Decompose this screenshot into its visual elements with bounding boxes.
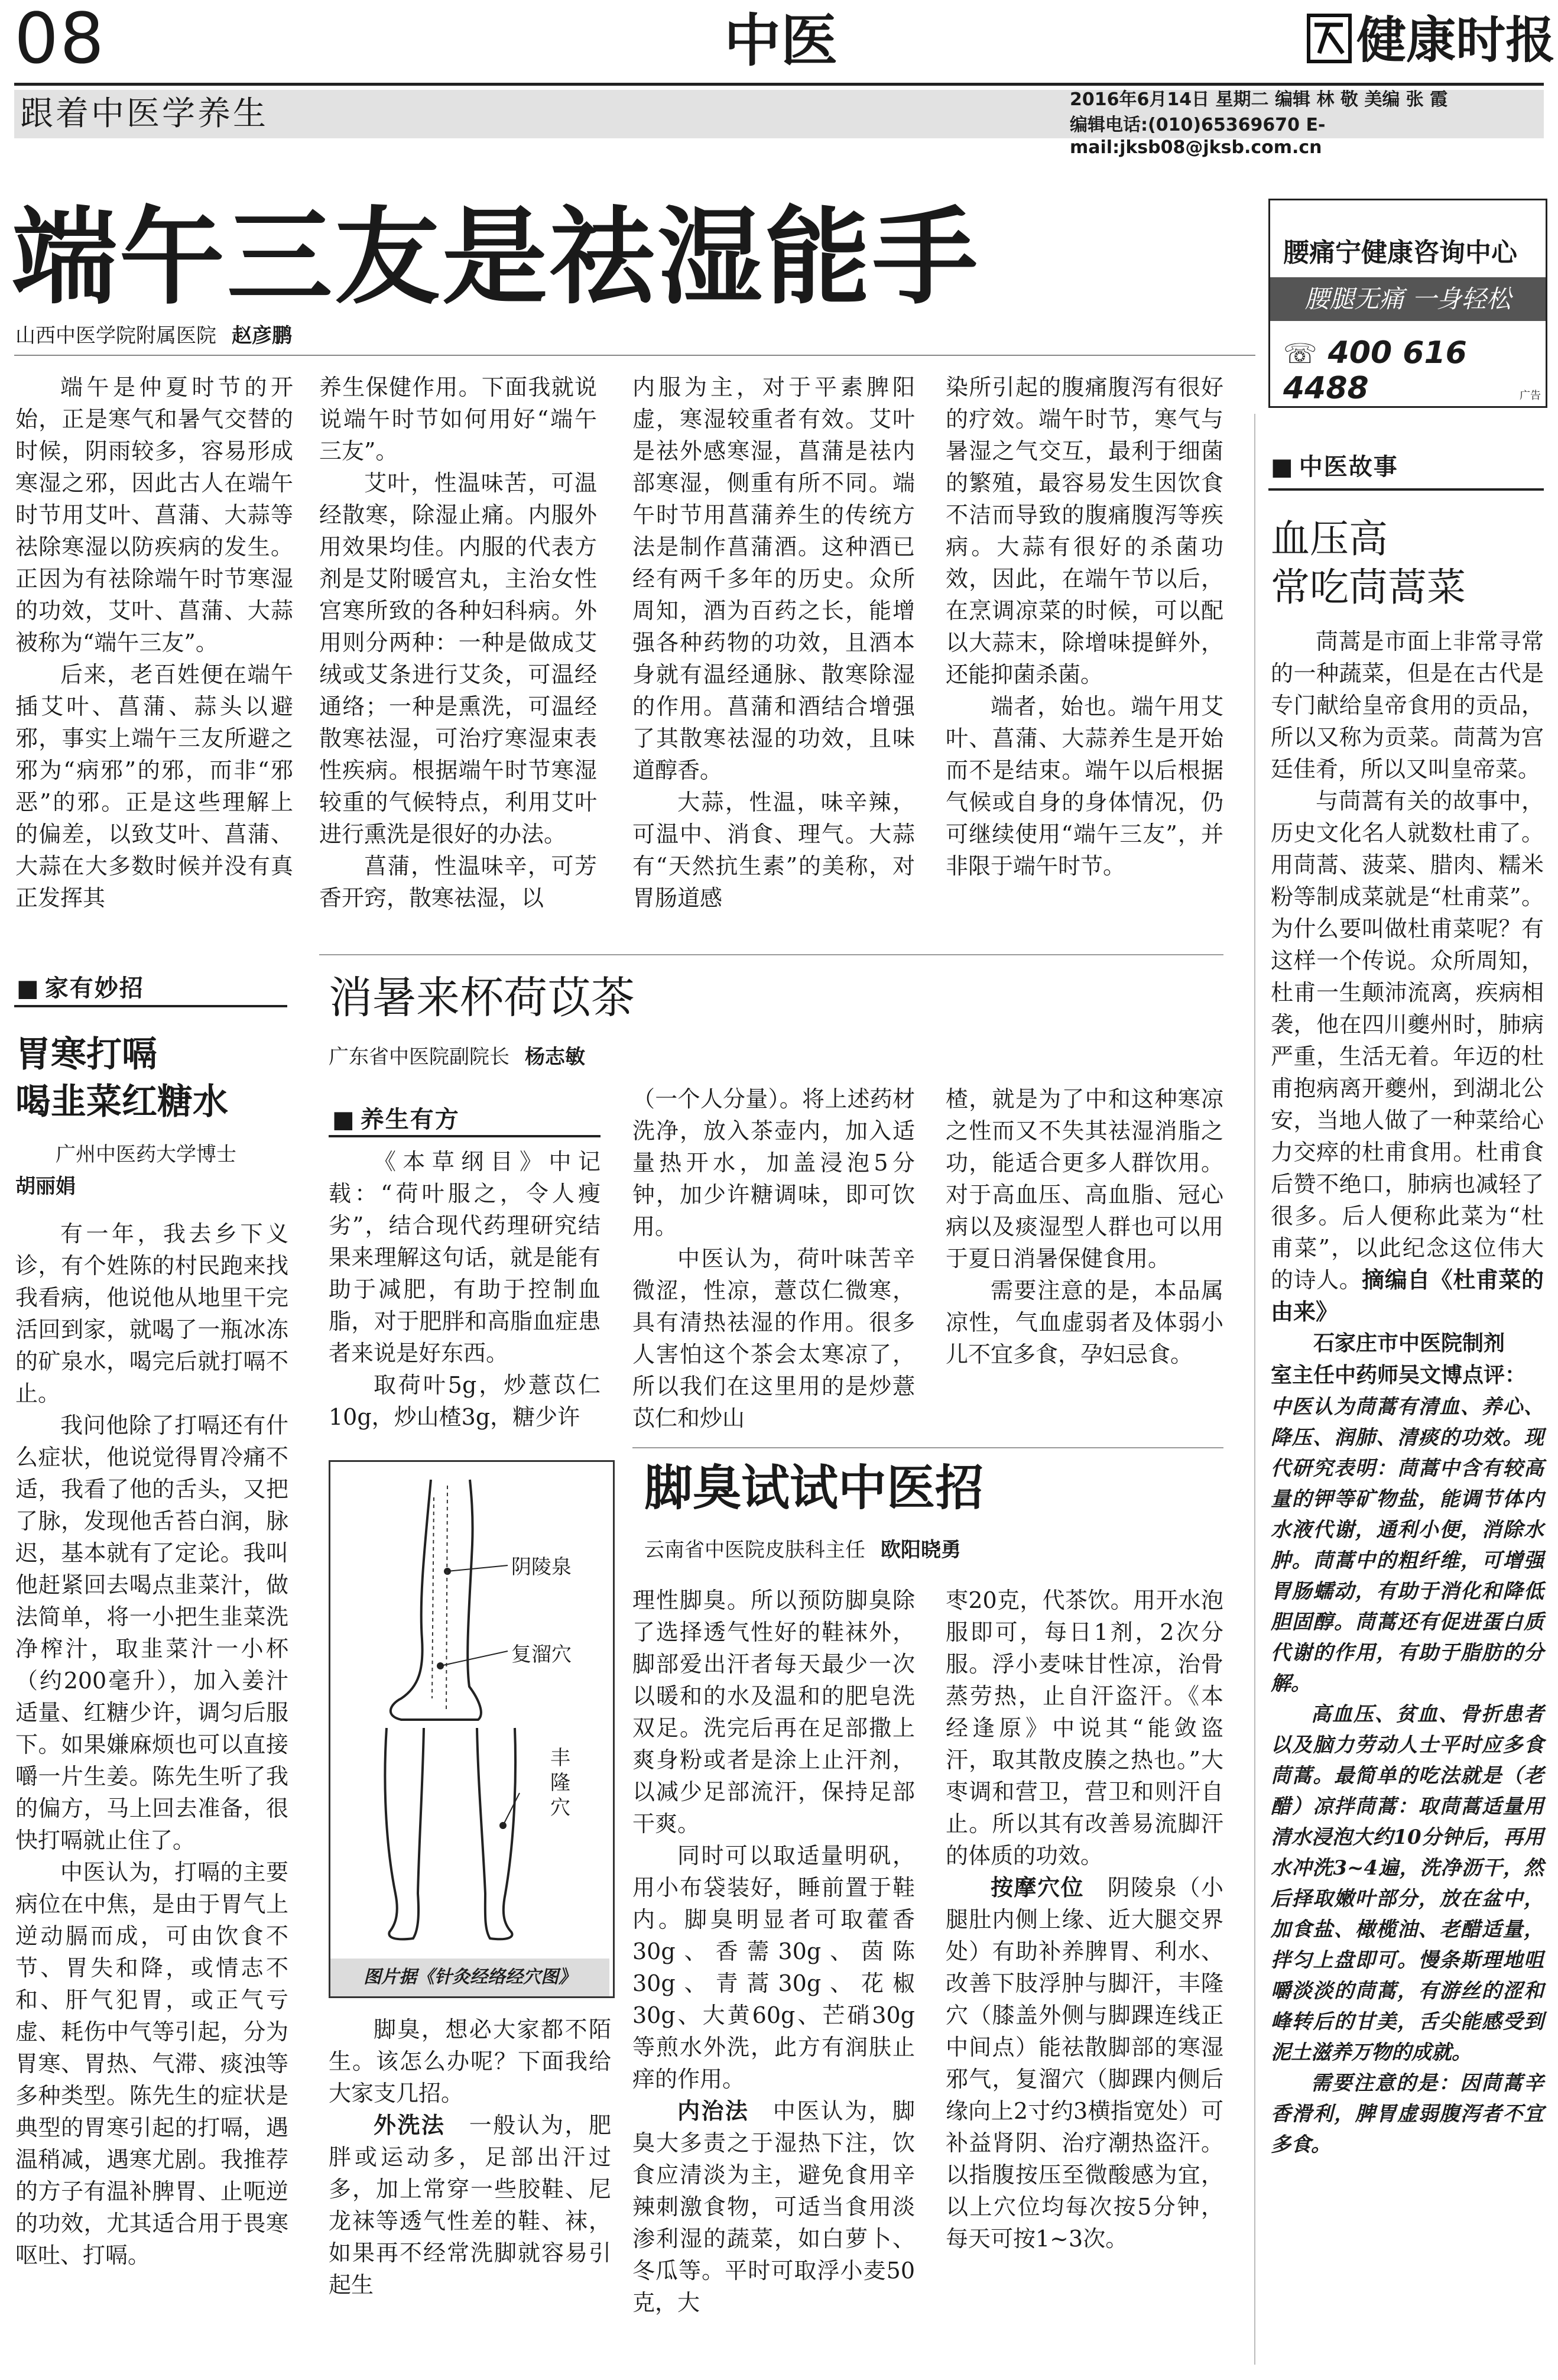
recipe-title-1: 胃寒打嗝 xyxy=(15,1034,157,1075)
recipe-p2: 我问他除了打嗝还有什么症状，他说觉得胃冷痛不适，我看了他的舌头，又把了脉，发现他舌苔白润，脉迟，基本就有了定论。我叫他赶紧回去喝点韭菜汁，做法简单，将一小把生韭菜洗净榨汁，取韭菜汁一小杯（约200毫升），加入姜汁适量、红糖少许，调匀后服下。如果嫌麻烦也可以直接嚼一片生姜。陈先生听了我的偏方，马上回去准备，很快打嗝就止住了。 xyxy=(15,1412,288,1853)
tea-column-3 xyxy=(946,1083,1223,1370)
lead-col4-p2: 端者，始也。端午用艾叶、菖蒲、大蒜养生是开始而不是结束。端午以后根据气候或自身的身体情况，仍可继续使用“端午三友”，并非限于端午时节。 xyxy=(946,693,1223,879)
tea-col3-p2: 需要注意的是，本品属凉性，气血虚弱者及体弱小儿不宜多食，孕妇忌食。 xyxy=(946,1277,1223,1367)
ad-phone xyxy=(1283,335,1546,406)
foot-column-3 xyxy=(946,1584,1223,2255)
tea-column-2 xyxy=(632,1083,915,1434)
tea-col2-p2: 中医认为，荷叶味苦辛微涩，性凉，薏苡仁微寒，具有清热祛湿的作用。很多人害怕这个茶会太寒凉了，所以我们在这里用的是炒薏苡仁和炒山 xyxy=(632,1246,915,1431)
recipe-section-rule xyxy=(14,1005,287,1007)
tea-top-rule xyxy=(319,954,1223,955)
story-section-header: ■ 中医故事 xyxy=(1271,448,1398,482)
lead-byline xyxy=(15,319,292,348)
paper-name: 健康时报 xyxy=(1356,11,1556,69)
phone-icon: ☏ xyxy=(1283,338,1317,369)
lead-author: 赵彦鹏 xyxy=(232,324,292,348)
lead-col2-p1: 养生保健作用。下面我就说说端午时节如何用好“端午三友”。 xyxy=(319,374,597,464)
story-comment-2: 高血压、贫血、骨折患者以及脑力劳动人士平时应多食茼蒿。最简单的吃法就是（老醋）凉拌茼蒿：取茼蒿适量用清水浸泡大约10分钟后，再用水冲洗3~4遍，洗净沥干，然后择取嫩叶部分，放在盆中，加食盐、橄榄油、老醋适量，拌匀上盘即可。慢条斯理地咀嚼淡淡的茼蒿，有游丝的涩和峰转后的甘美，舌尖能感受到泥土滋养万物的成就。 xyxy=(1271,1703,1544,2064)
lead-col2-p3: 菖蒲，性温味辛，可芳香开窍，散寒祛湿，以 xyxy=(319,853,597,911)
recipe-affiliation: 广州中医药大学博士 xyxy=(56,1143,236,1166)
right-rail-divider xyxy=(1254,414,1255,2365)
foot-col2-p1: 理性脚臭。所以预防脚臭除了选择透气性好的鞋袜外，脚部爱出汗者每天最少一次以暖和的水及温和的肥皂洗双足。洗完后再在足部撒上爽身粉或者是涂上止汗剂，以减少足部流汗，保持足部干爽。 xyxy=(632,1587,915,1837)
recipe-p3: 中医认为，打嗝的主要病位在中焦，是由于胃气上逆动膈而成，可由饮食不节、胃失和降，或情志不和、肝气犯胃，或正气亏虚、耗伤中气等引起，分为胃寒、胃热、气滞、痰浊等多种类型。陈先生的症状是典型的胃寒引起的打嗝，遇温稍减，遇寒尤剧。我推荐的方子有温补脾胃、止呃逆的功效，尤其适合用于畏寒呕吐、打嗝。 xyxy=(15,1859,288,2268)
tea-col1-p2: 取荷叶5g，炒薏苡仁10g，炒山楂3g，糖少许 xyxy=(329,1372,601,1430)
story-expert-1: 石家庄市中医院制剂 xyxy=(1313,1331,1505,1356)
lead-col1-p1: 端午是仲夏时节的开始，正是寒气和暑气交替的时候，阴雨较多，容易形成寒湿之邪，因此古人在端午时节用艾叶、菖蒲、大蒜等祛除寒湿以防疾病的发生。正因为有祛除端午时节寒湿的功效，艾叶、菖蒲、大蒜被称为“端午三友”。 xyxy=(15,374,293,656)
foot-col3-p2: 按摩穴位 阴陵泉（小腿肚内侧上缘、近大腿交界处）有助补养脾胃、利水、改善下肢浮肿与脚汗，丰隆穴（膝盖外侧与脚踝连线正中间点）能祛散脚部的寒湿邪气，复溜穴（脚踝内侧后缘向上2寸约3横指宽处）可补益肾阴、治疗潮热盗汗。以指腹按压至微酸感为宜，以上穴位均每次按5分钟，每天可按1~3次。 xyxy=(946,1875,1223,2252)
story-comment-3: 需要注意的是：因茼蒿辛香滑利，脾胃虚弱腹泻者不宜多食。 xyxy=(1271,2071,1544,2157)
foot-author: 欧阳晓勇 xyxy=(881,1538,961,1562)
label-fuliu: 复溜穴 xyxy=(511,1643,572,1666)
paper-logo xyxy=(1306,12,1555,71)
story-excerpt-note: 摘编自《杜甫菜的由来》 xyxy=(1271,1266,1544,1325)
advertisement-box xyxy=(1268,199,1547,408)
foot-col3-label: 按摩穴位 xyxy=(991,1875,1085,1901)
tea-byline xyxy=(329,1040,585,1069)
story-p2: 与茼蒿有关的故事中，历史文化名人就数杜甫了。用茼蒿、菠菜、腊肉、糯米粉等制成菜就是“杜甫菜”。为什么要叫做杜甫菜呢？有这样一个传说。众所周知，杜甫一生颠沛流离，疾病相袭，他在四川夔州时，肺病严重，生活无着。年迈的杜甫抱病离开夔州，到湖北公安，当地人做了一种菜给心力交瘁的杜甫食用。杜甫食后赞不绝口，肺病也减轻了很多。后人便称此菜为“杜甫菜”，以此纪念这位伟大的诗人。摘编自《杜甫菜的由来》 xyxy=(1271,788,1544,1325)
ad-phone-number: 400 616 4488 xyxy=(1283,335,1467,406)
lead-col3-p2: 大蒜，性温，味辛辣，可温中、消食、理气。大蒜有“天然抗生素”的美称，对胃肠道感 xyxy=(632,789,915,911)
lead-headline: 端午三友是祛湿能手 xyxy=(12,195,980,319)
foot-column-2 xyxy=(632,1584,915,2319)
ad-slogan: 腰腿无痛 一身轻松 xyxy=(1270,277,1546,321)
lead-col1-p2: 后来，老百姓便在端午插艾叶、菖蒲、蒜头以避邪，事实上端午三友所避之邪为“病邪”的邪，而非“邪恶”的邪。正是这些理解上的偏差，以致艾叶、菖蒲、大蒜在大多数时候并没有真正发挥其 xyxy=(15,662,293,911)
tea-affiliation: 广东省中医院副院长 xyxy=(329,1045,509,1069)
tea-headline: 消暑来杯荷苡茶 xyxy=(329,972,635,1023)
leg-illustration xyxy=(330,1462,613,1947)
foot-top-rule xyxy=(632,1447,1223,1448)
recipe-author: 胡丽娟 xyxy=(15,1175,76,1198)
foot-col1-p2: 外洗法 一般认为，肥胖或运动多，足部出汗过多，加上常穿一些胶鞋、尼龙袜等透气性差的鞋、袜，如果再不经常洗脚就容易引起生 xyxy=(329,2112,611,2298)
foot-col2-p2: 同时可以取适量明矾，用小布袋装好，睡前置于鞋内。脚臭明显者可取藿香30g、香薷30g、茵陈30g、青蒿30g、花椒30g、大黄60g、芒硝30g等煎水外洗，此方有润肤止痒的作用。 xyxy=(632,1843,915,2092)
foot-col2-label: 内治法 xyxy=(677,2098,749,2124)
story-title-2: 常吃茼蒿菜 xyxy=(1271,565,1466,610)
label-yinlingquan: 阴陵泉 xyxy=(511,1555,572,1579)
lead-byline-rule xyxy=(14,355,1255,356)
foot-col1-p1: 脚臭，想必大家都不陌生。该怎么办呢？下面我给大家支几招。 xyxy=(329,2016,611,2106)
story-body xyxy=(1271,625,1544,2160)
lead-column-1 xyxy=(15,371,293,914)
foot-col2-p3: 内治法 中医认为，脚臭大多责之于湿热下注，饮食应清淡为主，避免食用辛辣刺激食物，可适当食用淡渗利湿的蔬菜，如白萝卜、冬瓜等。平时可取浮小麦50克，大 xyxy=(632,2098,915,2316)
tea-col3-p1: 楂，就是为了中和这种寒凉之性而又不失其祛湿消脂之功，能适合更多人群饮用。对于高血压、高血脂、冠心病以及痰湿型人群也可以用于夏日消暑保健食用。 xyxy=(946,1086,1223,1272)
foot-column-1 xyxy=(329,2013,611,2301)
page-number: 08 xyxy=(14,0,106,79)
lead-column-3 xyxy=(632,371,915,914)
foot-col3-p1: 枣20克，代茶饮。用开水泡服即可，每日1剂，2次分服。浮小麦味甘性凉，治骨蒸劳热，止自汗盗汗。《本经逢原》中说其“能敛盗汗，取其散皮腠之热也。”大枣调和营卫，营卫和则汗自止。所以其有改善易流脚汗的体质的功效。 xyxy=(946,1587,1223,1869)
tea-col2-p1: （一个人分量）。将上述药材洗净，放入茶壶内，加入适量热开水，加盖浸泡5分钟，加少许糖调味，即可饮用。 xyxy=(632,1086,915,1240)
tea-section-header: ■ 养生有方 xyxy=(332,1101,460,1134)
subsection-title: 跟着中医学养生 xyxy=(20,95,268,133)
acupoint-figure xyxy=(329,1460,615,1998)
paper-logo-icon xyxy=(1306,12,1353,65)
ad-name: 腰痛宁健康咨询中心 xyxy=(1283,238,1517,268)
foot-affiliation: 云南省中医院皮肤科主任 xyxy=(644,1538,865,1562)
date-line: 2016年6月14日 星期二 编辑 林 敬 美编 张 霞 xyxy=(1070,89,1448,110)
recipe-p1: 有一年，我去乡下义诊，有个姓陈的村民跑来找我看病，他说他从地里干完活回到家，就喝了一瓶冰冻的矿泉水，喝完后就打嗝不止。 xyxy=(15,1221,288,1406)
tea-column-1 xyxy=(329,1146,601,1433)
story-title-1: 血压高 xyxy=(1271,516,1388,562)
story-p1: 茼蒿是市面上非常寻常的一种蔬菜，但是在古代是专门献给皇帝食用的贡品，所以又称为贡菜。茼蒿为宫廷佳肴，所以又叫皇帝菜。 xyxy=(1271,628,1544,782)
tea-col1-p1: 《本草纲目》中记载：“荷叶服之，令人瘦劣”，结合现代药理研究结果来理解这句话，就是能有助于减肥，有助于控制血脂，对于肥胖和高脂血症患者来说是好东西。 xyxy=(329,1149,601,1366)
lead-col3-p1: 内服为主，对于平素脾阳虚，寒湿较重者有效。艾叶是祛外感寒湿，菖蒲是祛内部寒湿，侧重有所不同。端午时节用菖蒲养生的传统方法是制作菖蒲酒。这种酒已经有两千多年的历史。众所周知，酒为百药之长，能增强各种药物的功效，且酒本身就有温经通脉、散寒除湿的作用。菖蒲和酒结合增强了其散寒祛湿的功效，且味道醇香。 xyxy=(632,374,915,783)
lead-affiliation: 山西中医学院附属医院 xyxy=(15,324,216,348)
tea-author: 杨志敏 xyxy=(525,1045,585,1069)
figure-caption: 图片据《针灸经络经穴图》 xyxy=(330,1959,609,1996)
recipe-title-2: 喝韭菜红糖水 xyxy=(15,1081,228,1123)
label-fenglong: 丰隆穴 xyxy=(550,1746,570,1820)
section-title: 中医 xyxy=(724,8,838,74)
tea-section-rule xyxy=(329,1135,601,1137)
foot-headline: 脚臭试试中医招 xyxy=(644,1460,984,1516)
contact-line: 编辑电话:(010)65369670 E-mail:jksb08@jksb.com.cn xyxy=(1070,115,1326,158)
lead-column-4 xyxy=(946,371,1223,882)
story-expert-2: 室主任中药师吴文博点评： xyxy=(1271,1363,1527,1387)
story-section-rule xyxy=(1268,488,1544,491)
foot-col1-label: 外洗法 xyxy=(374,2112,446,2138)
ad-tag: 广告 xyxy=(1520,390,1541,402)
lead-column-2 xyxy=(319,371,597,914)
story-comment-1: 中医认为茼蒿有清血、养心、降压、润肺、清痰的功效。现代研究表明：茼蒿中含有较高量的钾等矿物盐，能调节体内水液代谢，通利小便，消除水肿。茼蒿中的粗纤维，可增强胃肠蠕动，有助于消化和降低胆固醇。茼蒿还有促进蛋白质代谢的作用，有助于脂肪的分解。 xyxy=(1271,1395,1544,1695)
recipe-section-header: ■ 家有妙招 xyxy=(17,969,144,1003)
masthead-rule xyxy=(14,83,1544,86)
lead-col2-p2: 艾叶，性温味苦，可温经散寒，除湿止痛。内服外用效果均佳。内服的代表方剂是艾附暖宫丸，主治女性宫寒所致的各种妇科病。外用则分两种：一种是做成艾绒或艾条进行艾灸，可温经通络；一种是熏洗，可温经散寒祛湿，可治疗寒湿束表性疾病。根据端午时节寒湿较重的气候特点，利用艾叶进行熏洗是很好的办法。 xyxy=(319,470,597,847)
lead-col4-p1: 染所引起的腹痛腹泻有很好的疗效。端午时节，寒气与暑湿之气交互，最利于细菌的繁殖，最容易发生因饮食不洁而导致的腹痛腹泻等疾病。大蒜有很好的杀菌功效，因此，在端午节以后，在烹调凉菜的时候，可以配以大蒜末，除增味提鲜外，还能抑菌杀菌。 xyxy=(946,374,1223,688)
foot-byline xyxy=(644,1533,961,1562)
recipe-body xyxy=(15,1139,288,2271)
